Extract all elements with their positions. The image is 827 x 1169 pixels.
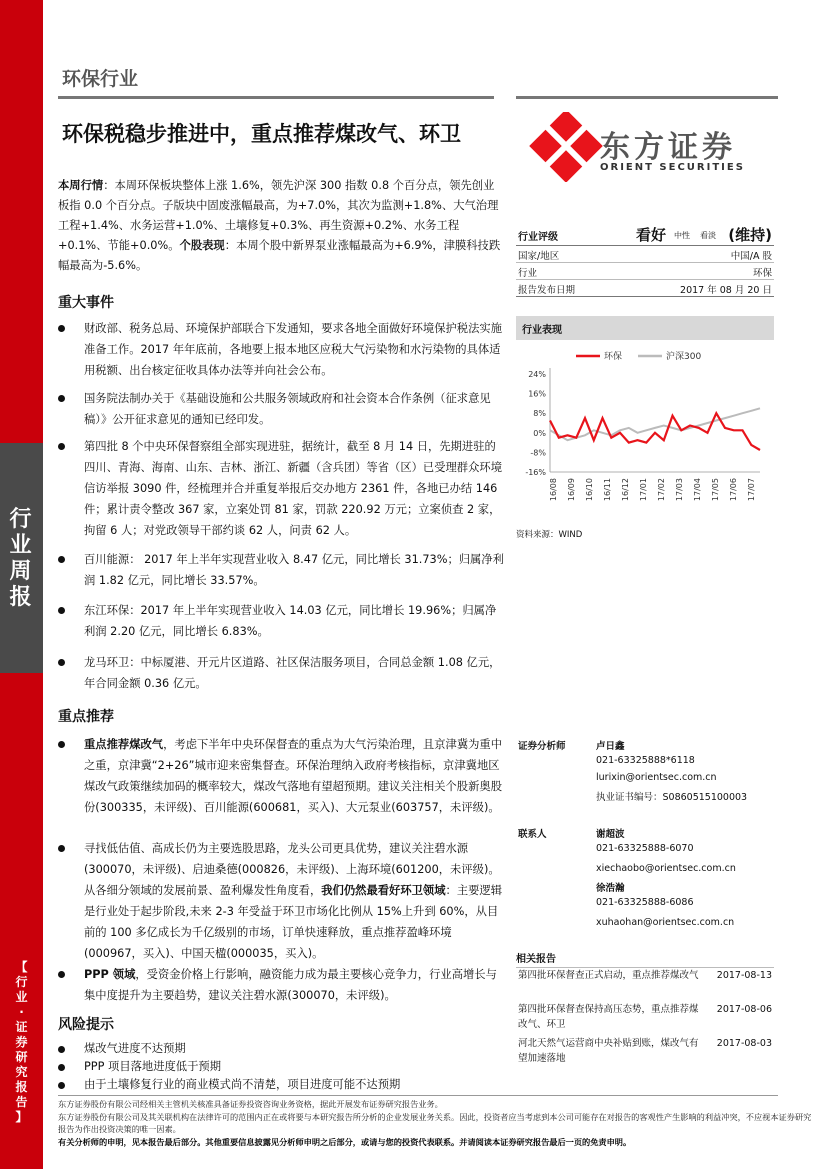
rating-keep: (维持): [728, 226, 772, 244]
risk-item: [58, 1058, 504, 1076]
event-item: [58, 549, 504, 591]
disclaimer-line: 东方证券股份有限公司经相关主管机关核准具备证券投资咨询业务资格，据此开展发布证券研究报告业务。: [58, 1099, 443, 1109]
weekly-text: ：本周环保板块整体上涨 1.6%，领先沪深 300 指数 0.8 个百分点，领先创业板指 0.0 个百分点。子版块中固废涨幅最高，为+7.0%，其次为监测+1.8%、大气治理工程+1.4%、水务运营+1.0%、土壤修复+0.3%、再生资源+0.2%、水务工程+0.1%、节能+0.0%。: [58, 179, 499, 252]
side-foot-char: 【: [15, 960, 28, 974]
recommend-text: ，考虑下半年中央环保督查的重点为大气污染治理，且京津冀为重中之重，京津冀“2+26”城市迎来密集督查。环保治理纳入政府考核指标，京津冀地区煤改气政策继续加码的概率较大，煤改气落地有望超预期。建议关注相关个股新奥股份(300335，未评级)、百川能源(600681，买入)、大元泵业(603757，未评级)。: [84, 738, 503, 814]
risk-heading: 风险提示: [58, 1017, 114, 1033]
info-value: 2017 年 08 月 20 日: [680, 285, 772, 296]
legend-label: 环保: [604, 352, 623, 362]
side-foot-char: 告: [15, 1095, 28, 1109]
info-key: 报告发布日期: [518, 285, 576, 296]
risk-text: PPP 项目落地进度低于预期: [84, 1060, 221, 1073]
related-item[interactable]: [518, 968, 774, 983]
x-tick-label: 16/11: [603, 478, 612, 502]
event-item: [58, 600, 504, 642]
event-item: [58, 436, 504, 541]
side-foot-char: 报: [15, 1080, 28, 1094]
disclaimer: [58, 1098, 818, 1148]
side-char: 业: [9, 533, 34, 558]
x-tick-label: 17/03: [675, 478, 684, 502]
contact-phone: 021-63325888-6070: [596, 843, 694, 854]
recommend-text: 寻找低估值、高成长仍为主要选股思路，龙头公司更具优势，建议关注碧水源(300070，未评级)、启迪桑德(000826，未评级)、上海环境(601200，未评级)。从各细分领域的发展前景、盈利爆发性角度看，: [84, 842, 500, 897]
info-value: 环保: [752, 268, 772, 279]
footer-rule: [58, 1095, 778, 1096]
contact-name: 徐浩瀚: [596, 883, 625, 894]
recommend-item: [58, 964, 504, 1006]
x-tick-label: 17/02: [657, 478, 666, 502]
event-text: 百川能源： 2017 年上半年实现营业收入 8.47 亿元，同比增长 31.73%；归属净利润 1.82 亿元，同比增长 33.57%。: [84, 553, 504, 587]
event-text: 龙马环卫：中标厦港、开元片区道路、社区保洁服务项目，合同总金额 1.08 亿元，年合同金额 0.36 亿元。: [84, 656, 501, 690]
contact-email[interactable]: xuhaohan@orientsec.com.cn: [596, 917, 735, 928]
related-heading: 相关报告: [516, 950, 774, 968]
legend-label: 沪深300: [666, 352, 702, 362]
header-rule: [58, 96, 494, 99]
y-tick-label: 16%: [528, 389, 546, 399]
performance-chart: [516, 344, 774, 520]
event-text: 财政部、税务总局、环境保护部联合下发通知，要求各地全面做好环境保护税法实施准备工作。2017 年年底前，各地要上报本地区应税大气污染物和水污染物的具体适用税额、出台核定征收具体办法等并向社会公布。: [84, 322, 502, 377]
side-foot-char: 证: [15, 1020, 28, 1034]
x-tick-label: 17/07: [747, 478, 756, 502]
recommend-text: ：主要逻辑是行业处于起步阶段,未来 2-3 年受益于环卫市场化比例从 15%上升到 60%，从目前的 100 多亿成长为千亿级别的市场，订单快速释放，重点推荐盈峰环境(000967，买入)、中国天楹(000035，买入)。: [84, 884, 503, 960]
side-char: 报: [9, 585, 34, 610]
logo-text-cn: 东方证券: [600, 130, 736, 165]
stock-label: 个股表现: [179, 239, 225, 252]
risk-item: [58, 1040, 504, 1058]
side-foot-char: 行: [15, 975, 28, 989]
rating-row: [516, 224, 774, 246]
report-type-box: [0, 443, 43, 673]
logo-text-en: ORIENT SECURITIES: [600, 162, 745, 173]
rating-neutral: 中性: [674, 231, 690, 240]
rating-bear: 看淡: [700, 231, 716, 240]
recommend-bold: PPP 领域: [84, 968, 136, 981]
chart-source: 资料来源：WIND: [516, 530, 583, 540]
event-text: 国务院法制办关于《基础设施和公共服务领域政府和社会资本合作条例（征求意见稿）》公开征求意见的通知已经印发。: [84, 392, 491, 426]
x-tick-label: 17/06: [729, 478, 738, 502]
series-line: [550, 413, 760, 450]
y-tick-label: -16%: [525, 468, 546, 477]
event-text: 第四批 8 个中央环保督察组全部实现进驻，据统计，截至 8 月 14 日，先期进驻的四川、青海、海南、山东、吉林、浙江、新疆（含兵团）等省（区）已受理群众环境信访举报 3090 件，经梳理并合并重复举报后交办地方 2361 件，各地已办结 146 件；累计责令整改 367 家，立案处罚 81 家，罚款 220.92 万元；立案侦查 2 家，拘留 6 人；对党政领导干部约谈 62 人，问责 62 人。: [84, 440, 502, 537]
side-foot-char: 券: [15, 1035, 28, 1049]
y-tick-label: -8%: [530, 448, 546, 458]
y-tick-label: 0%: [533, 428, 546, 438]
recommend-item: [58, 734, 504, 818]
analyst-email[interactable]: lurixin@orientsec.com.cn: [596, 772, 717, 783]
event-item: [58, 318, 504, 381]
x-tick-label: 16/10: [585, 478, 594, 502]
y-tick-label: 8%: [533, 409, 546, 419]
side-foot-char: 究: [15, 1065, 28, 1079]
x-tick-label: 17/04: [693, 478, 702, 502]
events-heading: 重大事件: [58, 295, 114, 311]
related-item[interactable]: [518, 1002, 774, 1032]
related-item[interactable]: [518, 1036, 774, 1066]
info-row: [516, 263, 774, 280]
info-key: 行业: [518, 268, 538, 279]
rating-label: 行业评级: [518, 232, 558, 243]
info-key: 国家/地区: [518, 251, 560, 262]
report-title: 环保税稳步推进中，重点推荐煤改气、环卫: [62, 122, 461, 146]
x-tick-label: 17/05: [711, 478, 720, 502]
analyst-name: 卢日鑫: [596, 741, 625, 752]
recommend-item: [58, 838, 504, 964]
recommend-text: ，受资金价格上行影响，融资能力成为最主要核心竞争力，行业高增长与集中度提升为主要趋势，建议关注碧水源(300070，未评级)。: [84, 968, 497, 1002]
side-char: 行: [9, 507, 34, 532]
x-tick-label: 16/08: [549, 478, 558, 502]
event-item: [58, 652, 504, 694]
side-footer-label: [0, 960, 43, 1124]
side-foot-char: 】: [15, 1110, 28, 1124]
analyst-label: 证券分析师: [518, 741, 566, 752]
info-row: [516, 246, 774, 263]
contact-label: 联系人: [518, 829, 547, 840]
x-tick-label: 16/09: [567, 478, 576, 502]
performance-heading: 行业表现: [516, 316, 774, 340]
disclaimer-line: 东方证券股份有限公司及其关联机构在法律许可的范围内正在或将要与本研究报告所分析的企业发展业务关系。因此，投资者应当考虑到本公司可能存在对报告的客观性产生影响的利益冲突，不应视本证券研究报告为作出投资决策的唯一因素。: [58, 1111, 812, 1134]
weekly-label: 本周行情: [58, 179, 104, 192]
header-rule-right: [516, 96, 778, 99]
contact-name: 谢超波: [596, 829, 625, 840]
side-foot-char: 研: [15, 1050, 28, 1064]
analyst-cert: 执业证书编号：S0860515100003: [596, 792, 748, 803]
rating-view: 看好: [636, 226, 667, 244]
industry-label: 环保行业: [62, 68, 139, 90]
stock-text: ：本周个股中新界泵业涨幅最高为+6.9%，津膜科技跌幅最高为-5.6%。: [58, 239, 501, 272]
risk-text: 煤改气进度不达预期: [84, 1042, 186, 1055]
related-title[interactable]: 第四批环保督查保持高压态势，重点推荐煤改气、环卫: [518, 1004, 699, 1030]
recommend-bold: 重点推荐煤改气: [84, 738, 164, 751]
recommend-heading: 重点推荐: [58, 709, 114, 725]
info-value: 中国/A 股: [730, 251, 772, 262]
contact-phone: 021-63325888-6086: [596, 897, 694, 908]
rating-table: [516, 224, 774, 297]
event-item: [58, 388, 504, 430]
y-tick-label: 24%: [528, 370, 546, 379]
side-foot-char: ·: [19, 1005, 24, 1019]
disclaimer-bold: 有关分析师的申明，见本报告最后部分。其他重要信息披露见分析师申明之后部分，或请与您的投资代表联系。并请阅读本证券研究报告最后一页的免责申明。: [58, 1136, 632, 1147]
contact-email[interactable]: xiechaobo@orientsec.com.cn: [596, 863, 736, 874]
x-tick-label: 17/01: [639, 478, 648, 502]
related-title[interactable]: 河北天然气运营商中央补贴到账，煤改气有望加速落地: [518, 1038, 699, 1064]
recommend-bold: 我们仍然最看好环卫领域: [321, 884, 446, 897]
risk-item: [58, 1076, 504, 1094]
related-date: 2017-08-06: [716, 1004, 772, 1015]
related-date: 2017-08-13: [716, 970, 772, 981]
risk-text: 由于土壤修复行业的商业模式尚不清楚，项目进度可能不达预期: [84, 1078, 401, 1091]
related-title[interactable]: 第四批环保督查正式启动，重点推荐煤改气: [518, 970, 699, 981]
side-char: 周: [9, 559, 34, 584]
related-date: 2017-08-03: [716, 1038, 772, 1049]
event-text: 东江环保：2017 年上半年实现营业收入 14.03 亿元，同比增长 19.96%；归属净利润 2.20 亿元，同比增长 6.83%。: [84, 604, 497, 638]
analyst-phone: 021-63325888*6118: [596, 755, 695, 766]
weekly-summary: [58, 176, 504, 276]
side-foot-char: 业: [15, 990, 28, 1004]
info-row: [516, 280, 774, 297]
x-tick-label: 16/12: [621, 478, 630, 502]
